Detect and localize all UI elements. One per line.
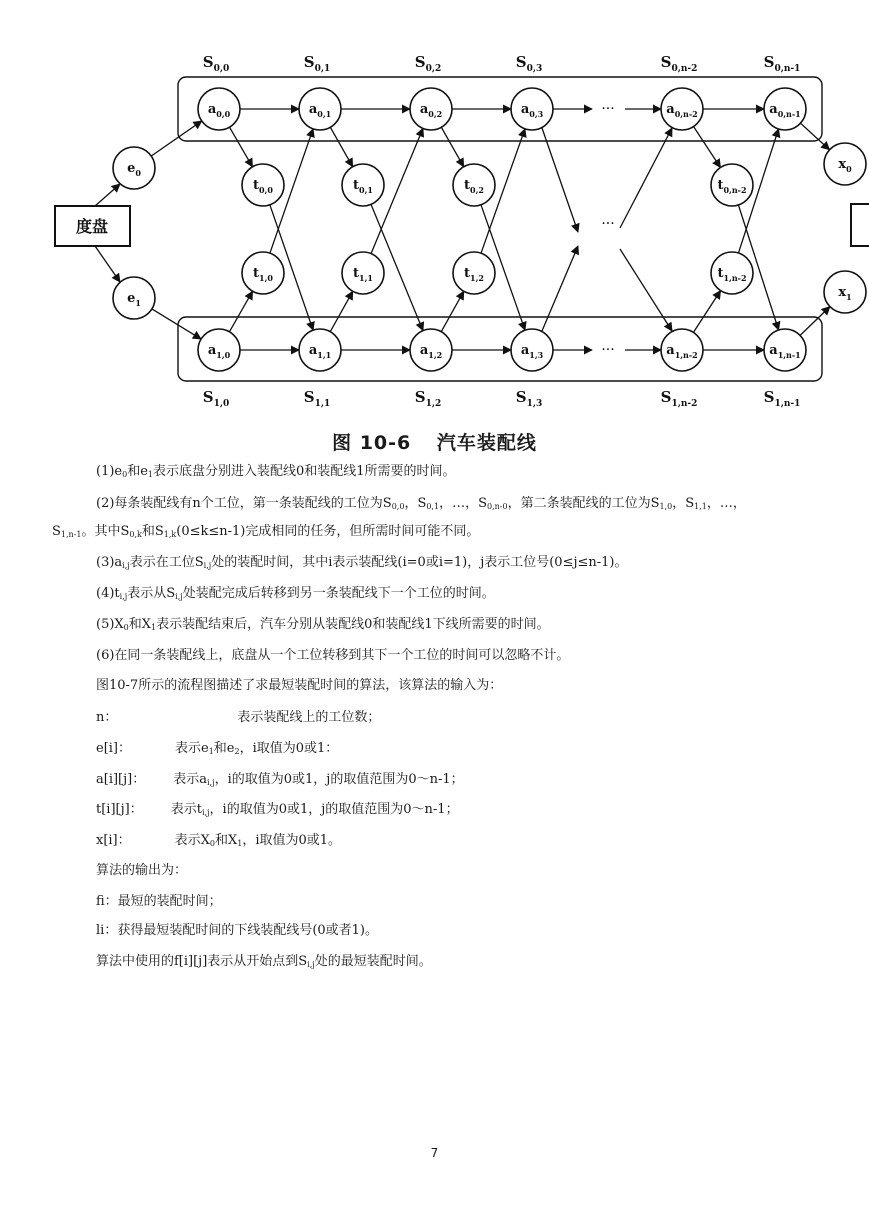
node-a1-label: $a_{1,0}$ bbox=[207, 343, 231, 360]
text-run: 和X bbox=[215, 833, 238, 848]
edge-a1n-x1 bbox=[800, 307, 830, 336]
node-a0-label: $a_{0,2}$ bbox=[419, 102, 443, 119]
node-t0-label: $t_{0,2}$ bbox=[464, 178, 484, 195]
node-a0-label: $a_{0,3}$ bbox=[520, 102, 544, 119]
edge-transfer bbox=[330, 127, 352, 166]
assembly-line-figure bbox=[0, 44, 869, 424]
text-run: 表示装配结束后，汽车分别从装配线0和装配线1下线所需要的时间。 bbox=[156, 617, 550, 632]
text-run: 表示在工位S bbox=[129, 555, 204, 570]
ellipsis: ··· bbox=[601, 342, 615, 358]
text-run: 和X bbox=[128, 617, 152, 632]
node-a0-label: $a_{0,0}$ bbox=[207, 102, 231, 119]
text-run: 和e bbox=[127, 464, 148, 479]
node-a0-label: $a_{0,n-1}$ bbox=[769, 102, 801, 119]
text-subscript: 2 bbox=[234, 747, 240, 756]
text-run: (6)在同一条装配线上，底盘从一个工位转移到其下一个工位的时间可以忽略不计。 bbox=[96, 648, 570, 663]
text-line bbox=[96, 709, 380, 727]
station-label-top: $S_{0,2}$ bbox=[414, 53, 442, 74]
edge-e0-a00 bbox=[151, 121, 201, 156]
text-line bbox=[96, 801, 459, 822]
node-x1-label: $x_1$ bbox=[838, 285, 852, 302]
node-x0-label: $x_0$ bbox=[838, 157, 852, 174]
text-subscript: 1,k bbox=[163, 530, 177, 539]
station-label-top: $S_{0,n-2}$ bbox=[660, 53, 698, 74]
text-run: 表示从S bbox=[127, 586, 176, 601]
text-line bbox=[52, 523, 479, 544]
edge-from-middle bbox=[620, 128, 672, 228]
station-label-bottom: $S_{1,n-1}$ bbox=[763, 388, 801, 409]
edge-a0n-x0 bbox=[800, 123, 829, 150]
station-label-top: $S_{0,0}$ bbox=[202, 53, 230, 74]
edge-chassis-e1 bbox=[95, 246, 120, 282]
text-subscript: 0,0 bbox=[391, 502, 405, 511]
edge-to-middle bbox=[542, 246, 578, 331]
text-subscript: 0,k bbox=[129, 530, 142, 539]
text-subscript: i,j bbox=[119, 592, 128, 601]
ellipsis: ··· bbox=[601, 216, 615, 232]
station-label-bottom: $S_{1,3}$ bbox=[515, 388, 543, 409]
node-a1-label: $a_{1,2}$ bbox=[419, 343, 443, 360]
edge-e1-a10 bbox=[152, 309, 201, 339]
text-run: ，i的取值为0或1，j的取值范围为0～n-1； bbox=[209, 802, 459, 817]
finish-box bbox=[851, 204, 869, 246]
text-run: ，i取值为0或1： bbox=[239, 741, 339, 756]
station-label-top: $S_{0,3}$ bbox=[515, 53, 543, 74]
text-run: 和e bbox=[213, 741, 235, 756]
text-run: 。其中S bbox=[81, 524, 130, 539]
node-t0-label: $t_{0,0}$ bbox=[253, 178, 273, 195]
node-t0-label: $t_{0,1}$ bbox=[353, 178, 373, 195]
text-run: 和S bbox=[141, 524, 164, 539]
text-subscript: 1,0 bbox=[659, 502, 673, 511]
text-run: e[i]： bbox=[96, 741, 131, 756]
text-run: (5)X bbox=[96, 617, 124, 632]
text-run: (0≤k≤n-1)完成相同的任务，但所需时间可能不同。 bbox=[176, 524, 480, 539]
station-label-bottom: $S_{1,0}$ bbox=[202, 388, 230, 409]
text-run: 表示X bbox=[174, 833, 210, 848]
text-subscript: i,j bbox=[201, 808, 210, 817]
station-label-top: $S_{0,n-1}$ bbox=[763, 53, 801, 74]
node-a1-label: $a_{1,n-1}$ bbox=[769, 343, 801, 360]
text-line bbox=[96, 554, 628, 575]
text-subscript: 0 bbox=[122, 470, 128, 479]
text-line bbox=[96, 740, 338, 761]
text-run: fi：最短的装配时间； bbox=[96, 894, 222, 909]
node-t1-label: $t_{1,1}$ bbox=[353, 266, 373, 283]
text-run: 表示t bbox=[170, 802, 202, 817]
edge-transfer bbox=[230, 127, 253, 167]
text-run: (2)每条装配线有n个工位，第一条装配线的工位为S bbox=[96, 496, 392, 511]
text-line bbox=[96, 616, 550, 637]
text-run: 表示底盘分别进入装配线0和装配线1所需要的时间。 bbox=[153, 464, 456, 479]
text-line bbox=[96, 862, 187, 880]
text-run: ，i的取值为0或1，j的取值范围为0～n-1； bbox=[214, 772, 464, 787]
text-subscript: 0 bbox=[209, 839, 215, 848]
node-t1-label: $t_{1,2}$ bbox=[464, 266, 484, 283]
text-line bbox=[96, 953, 432, 974]
text-subscript: i,j bbox=[207, 778, 215, 787]
text-subscript: i,j bbox=[203, 561, 212, 570]
text-subscript: 0,n-0 bbox=[486, 502, 508, 511]
text-line bbox=[96, 832, 341, 853]
text-line bbox=[96, 922, 378, 940]
figure-title: 汽车装配线 bbox=[436, 432, 537, 454]
edge-transfer bbox=[330, 291, 353, 331]
text-run: ，第二条装配线的工位为S bbox=[507, 496, 660, 511]
ellipsis: ··· bbox=[601, 101, 615, 117]
node-a1-label: $a_{1,1}$ bbox=[308, 343, 332, 360]
text-run: n： bbox=[96, 710, 118, 725]
text-run: (3)a bbox=[96, 555, 123, 570]
edge-transfer bbox=[694, 127, 721, 168]
text-subscript: 1 bbox=[208, 747, 214, 756]
text-run: x[i]： bbox=[96, 833, 131, 848]
text-subscript: 1 bbox=[237, 839, 243, 848]
text-run: a[i][j]： bbox=[96, 772, 146, 787]
edge-transfer bbox=[441, 291, 464, 331]
edge-from-middle bbox=[620, 249, 672, 331]
text-run: t[i][j]： bbox=[96, 802, 143, 817]
edge-chassis-e0 bbox=[95, 184, 120, 206]
text-subscript: 0 bbox=[123, 623, 129, 632]
text-run: ，S bbox=[404, 496, 427, 511]
text-run: 处装配完成后转移到另一条装配线下一个工位的时间。 bbox=[182, 586, 495, 601]
node-e1-label: $e_1$ bbox=[127, 291, 141, 308]
edge-transfer bbox=[229, 291, 252, 332]
text-subscript: i,j bbox=[307, 960, 315, 969]
text-run: ，i取值为0或1。 bbox=[242, 833, 342, 848]
node-t0-label: $t_{0,n-2}$ bbox=[717, 178, 747, 195]
edge-transfer bbox=[693, 291, 720, 333]
text-run: ，S bbox=[672, 496, 695, 511]
chassis-label: 度盘 bbox=[75, 217, 109, 236]
text-run: ，…，S bbox=[439, 496, 487, 511]
text-run: li：获得最短装配时间的下线装配线号(0或者1)。 bbox=[96, 923, 379, 938]
node-t1-label: $t_{1,n-2}$ bbox=[717, 266, 747, 283]
page-number: 7 bbox=[430, 1146, 439, 1160]
text-run: 算法中使用的f[i][j]表示从开始点到S bbox=[96, 954, 308, 969]
text-run: (4)t bbox=[96, 586, 120, 601]
text-run: 处的装配时间，其中i表示装配线(i=0或i=1)，j表示工位号(0≤j≤n-1)。 bbox=[211, 555, 628, 570]
text-line bbox=[96, 585, 495, 606]
text-run: 表示装配线上的工位数； bbox=[237, 710, 381, 725]
text-line bbox=[96, 893, 222, 911]
text-line bbox=[96, 495, 746, 516]
text-run: 图10-7所示的流程图描述了求最短装配时间的算法，该算法的输入为： bbox=[96, 678, 503, 693]
node-a0-label: $a_{0,1}$ bbox=[308, 102, 332, 119]
node-a0-label: $a_{0,n-2}$ bbox=[666, 102, 698, 119]
station-label-bottom: $S_{1,1}$ bbox=[303, 388, 331, 409]
text-subscript: 1 bbox=[147, 470, 153, 479]
figure-caption bbox=[0, 428, 869, 455]
text-line bbox=[96, 677, 502, 695]
line1-frame bbox=[178, 317, 822, 381]
station-label-top: $S_{0,1}$ bbox=[303, 53, 331, 74]
text-run: S bbox=[52, 524, 61, 539]
text-line bbox=[96, 463, 456, 484]
node-a1-label: $a_{1,3}$ bbox=[520, 343, 544, 360]
node-e0-label: $e_0$ bbox=[127, 161, 141, 178]
assembly-line-diagram bbox=[0, 44, 869, 424]
station-label-bottom: $S_{1,n-2}$ bbox=[660, 388, 698, 409]
text-run: (1)e bbox=[96, 464, 123, 479]
text-line bbox=[96, 771, 464, 792]
text-run: ，…， bbox=[706, 496, 746, 511]
text-subscript: 1 bbox=[151, 623, 157, 632]
text-subscript: i,j bbox=[122, 561, 130, 570]
text-line bbox=[96, 647, 569, 665]
text-run: 表示e bbox=[175, 741, 209, 756]
edge-to-middle bbox=[542, 128, 578, 232]
figure-number: 图 10-6 bbox=[332, 432, 412, 454]
text-run: 处的最短装配时间。 bbox=[314, 954, 432, 969]
text-run: 算法的输出为： bbox=[96, 863, 188, 878]
text-subscript: 1,n-1 bbox=[60, 530, 82, 539]
station-label-bottom: $S_{1,2}$ bbox=[414, 388, 442, 409]
node-t1-label: $t_{1,0}$ bbox=[253, 266, 273, 283]
node-a1-label: $a_{1,n-2}$ bbox=[666, 343, 698, 360]
text-subscript: i,j bbox=[175, 592, 183, 601]
text-subscript: 0,1 bbox=[426, 502, 440, 511]
edge-transfer bbox=[441, 127, 463, 166]
text-subscript: 1,1 bbox=[694, 502, 707, 511]
text-run: 表示a bbox=[173, 772, 207, 787]
